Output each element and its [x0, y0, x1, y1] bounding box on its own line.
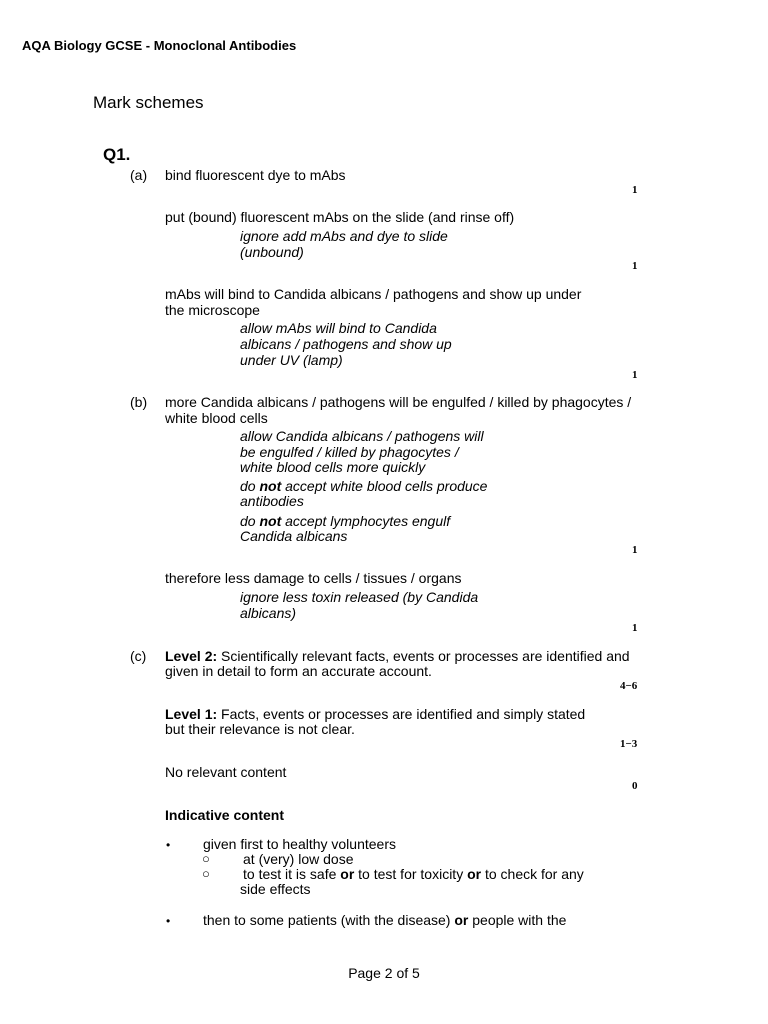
- marking-note: be engulfed / killed by phagocytes /: [240, 444, 459, 460]
- answer-text: white blood cells: [165, 410, 268, 426]
- level-2-description: Level 2: Scientifically relevant facts, events or processes are identified and: [165, 648, 630, 664]
- level-0-description: No relevant content: [165, 764, 287, 780]
- marking-note: do not accept lymphocytes engulf: [240, 513, 451, 529]
- level-2-description: given in detail to form an accurate account.: [165, 663, 432, 679]
- document-header: AQA Biology GCSE - Monoclonal Antibodies: [22, 38, 297, 53]
- part-c-label: (c): [130, 648, 147, 664]
- marking-note: do not accept white blood cells produce: [240, 478, 488, 494]
- circle-bullet: ○: [202, 851, 210, 866]
- list-item: at (very) low dose: [243, 851, 354, 867]
- marking-note: antibodies: [240, 493, 304, 509]
- mark-value: 0: [632, 780, 638, 792]
- answer-text: mAbs will bind to Candida albicans / pathogens and show up under: [165, 286, 582, 302]
- marking-note: allow mAbs will bind to Candida: [240, 320, 437, 336]
- list-item: side effects: [240, 881, 311, 897]
- marking-note: Candida albicans: [240, 528, 348, 544]
- marking-note: white blood cells more quickly: [240, 459, 426, 475]
- mark-value: 1: [632, 260, 638, 272]
- answer-text: the microscope: [165, 302, 260, 318]
- answer-text: more Candida albicans / pathogens will be engulfed / killed by phagocytes /: [165, 394, 632, 410]
- answer-text: put (bound) fluorescent mAbs on the slide (and rinse off): [165, 209, 515, 225]
- indicative-content-heading: Indicative content: [165, 807, 285, 823]
- page-footer: Page 2 of 5: [348, 965, 420, 981]
- list-item: then to some patients (with the disease) or people with the: [203, 912, 567, 928]
- answer-text: bind fluorescent dye to mAbs: [165, 167, 346, 183]
- marking-note: ignore add mAbs and dye to slide: [240, 228, 448, 244]
- marking-note: albicans / pathogens and show up: [240, 336, 452, 352]
- list-item: to test it is safe or to test for toxicity or to check for any: [243, 866, 584, 882]
- level-1-description: Level 1: Facts, events or processes are identified and simply stated: [165, 706, 586, 722]
- circle-bullet: ○: [202, 866, 210, 881]
- part-b-label: (b): [130, 394, 148, 410]
- level-1-description: but their relevance is not clear.: [165, 721, 355, 737]
- mark-value: 1: [632, 369, 638, 381]
- list-item: given first to healthy volunteers: [203, 836, 396, 852]
- mark-value: 4−6: [620, 680, 638, 692]
- part-a-label: (a): [130, 167, 148, 183]
- marking-note: under UV (lamp): [240, 352, 343, 368]
- answer-text: therefore less damage to cells / tissues / organs: [165, 570, 462, 586]
- marking-note: albicans): [240, 605, 297, 621]
- bullet-point: •: [166, 838, 171, 852]
- mark-value: 1: [632, 184, 638, 196]
- bullet-point: •: [166, 914, 171, 928]
- mark-value: 1: [632, 544, 638, 556]
- mark-value: 1: [632, 622, 638, 634]
- marking-note: (unbound): [240, 244, 304, 260]
- marking-note: allow Candida albicans / pathogens will: [240, 428, 484, 444]
- marking-note: ignore less toxin released (by Candida: [240, 589, 479, 605]
- question-number: Q1.: [103, 145, 131, 164]
- page-title: Mark schemes: [93, 93, 204, 112]
- mark-value: 1−3: [620, 738, 638, 750]
